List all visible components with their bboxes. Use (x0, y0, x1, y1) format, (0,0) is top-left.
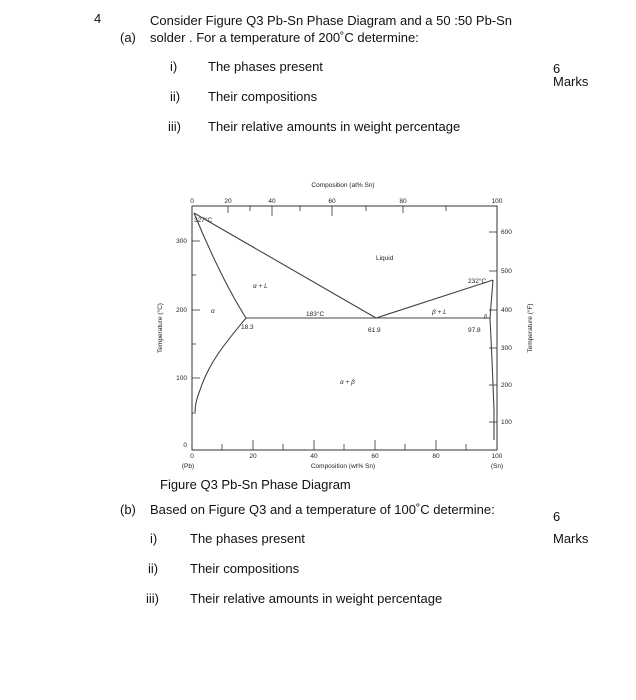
part-b-label: (b) (120, 502, 136, 517)
top-tick-100: 100 (491, 198, 503, 205)
label-liquid: Liquid (376, 255, 394, 262)
part-a-item-3-text: Their relative amounts in weight percentage (208, 119, 461, 134)
part-b-item-2-num: ii) (148, 561, 159, 576)
bottom-end-sn: (Sn) (490, 463, 504, 470)
left-tick-200: 200 (176, 307, 187, 314)
part-b-item-1-num: i) (150, 531, 158, 546)
bottom-tick-0: 0 (190, 453, 194, 460)
left-tick-100: 100 (176, 375, 187, 382)
label-comp-eutectic: 61.9 (368, 327, 381, 334)
figure-caption: Figure Q3 Pb-Sn Phase Diagram (160, 477, 351, 492)
part-b-item-3-num: iii) (146, 591, 159, 606)
part-b-text: Based on Figure Q3 and a temperature of 100˚C determine: (150, 502, 495, 517)
label-alpha-liquid: α + L (253, 283, 268, 290)
bottom-tick-80: 80 (432, 453, 440, 460)
part-a-marks-label: Marks (553, 74, 589, 89)
part-a-item-2-num: ii) (170, 89, 181, 104)
label-comp-beta: 97.8 (468, 327, 481, 334)
label-sn-melt: 232°C (468, 278, 487, 285)
bottom-axis-title: Composition (wt% Sn) (310, 463, 376, 470)
bottom-tick-100: 100 (491, 453, 503, 460)
part-b-marks-label: Marks (553, 531, 589, 546)
bottom-tick-60: 60 (371, 453, 379, 460)
phase-diagram (150, 170, 534, 475)
solvus-alpha (195, 318, 246, 412)
part-a-item-1-text: The phases present (208, 59, 323, 74)
left-axis-title: Temperature (°C) (157, 303, 164, 353)
label-pb-melt: 327°C (194, 217, 213, 224)
liquidus-left (194, 213, 376, 318)
left-tick-300: 300 (176, 238, 187, 245)
part-b-marks-value: 6 (553, 509, 561, 524)
bottom-tick-20: 20 (249, 453, 257, 460)
part-a-item-3-num: iii) (168, 119, 181, 134)
right-axis-title: Temperature (°F) (527, 303, 534, 353)
part-b-item-2-text: Their compositions (190, 561, 300, 576)
bottom-tick-40: 40 (310, 453, 318, 460)
part-a-item-2-text: Their compositions (208, 89, 318, 104)
label-comp-alpha: 18.3 (241, 324, 254, 331)
part-a-text: solder . For a temperature of 200˚C determine: (150, 30, 419, 45)
question-number: 4 (94, 11, 102, 26)
top-axis-title: Composition (at% Sn) (311, 182, 375, 189)
solidus-beta (490, 280, 493, 318)
solidus-alpha (194, 213, 246, 318)
top-tick-0: 0 (190, 198, 194, 205)
right-tick-400: 400 (501, 307, 512, 314)
label-eutectic-temp: 183°C (306, 311, 325, 318)
right-tick-300: 300 (501, 345, 512, 352)
question-intro: Consider Figure Q3 Pb-Sn Phase Diagram and a 50 :50 Pb-Sn (150, 13, 513, 28)
top-tick-20: 20 (224, 198, 232, 205)
part-a-marks-value: 6 (553, 61, 561, 76)
part-a-label: (a) (120, 30, 136, 45)
top-tick-40: 40 (268, 198, 276, 205)
right-tick-600: 600 (501, 229, 512, 236)
bottom-end-pb: (Pb) (181, 463, 195, 470)
part-b-item-1-text: The phases present (190, 531, 305, 546)
top-tick-60: 60 (328, 198, 336, 205)
top-tick-80: 80 (399, 198, 407, 205)
left-tick-0: 0 (183, 442, 187, 449)
part-a-item-1-num: i) (170, 59, 178, 74)
right-tick-500: 500 (501, 268, 512, 275)
label-beta-liquid: β + L (432, 309, 447, 316)
label-beta: β (484, 314, 488, 320)
part-b-item-3-text: Their relative amounts in weight percentage (190, 591, 443, 606)
label-alpha: α (211, 308, 215, 315)
label-alpha-beta: α + β (340, 379, 355, 386)
right-tick-200: 200 (501, 382, 512, 389)
right-tick-100: 100 (501, 419, 512, 426)
